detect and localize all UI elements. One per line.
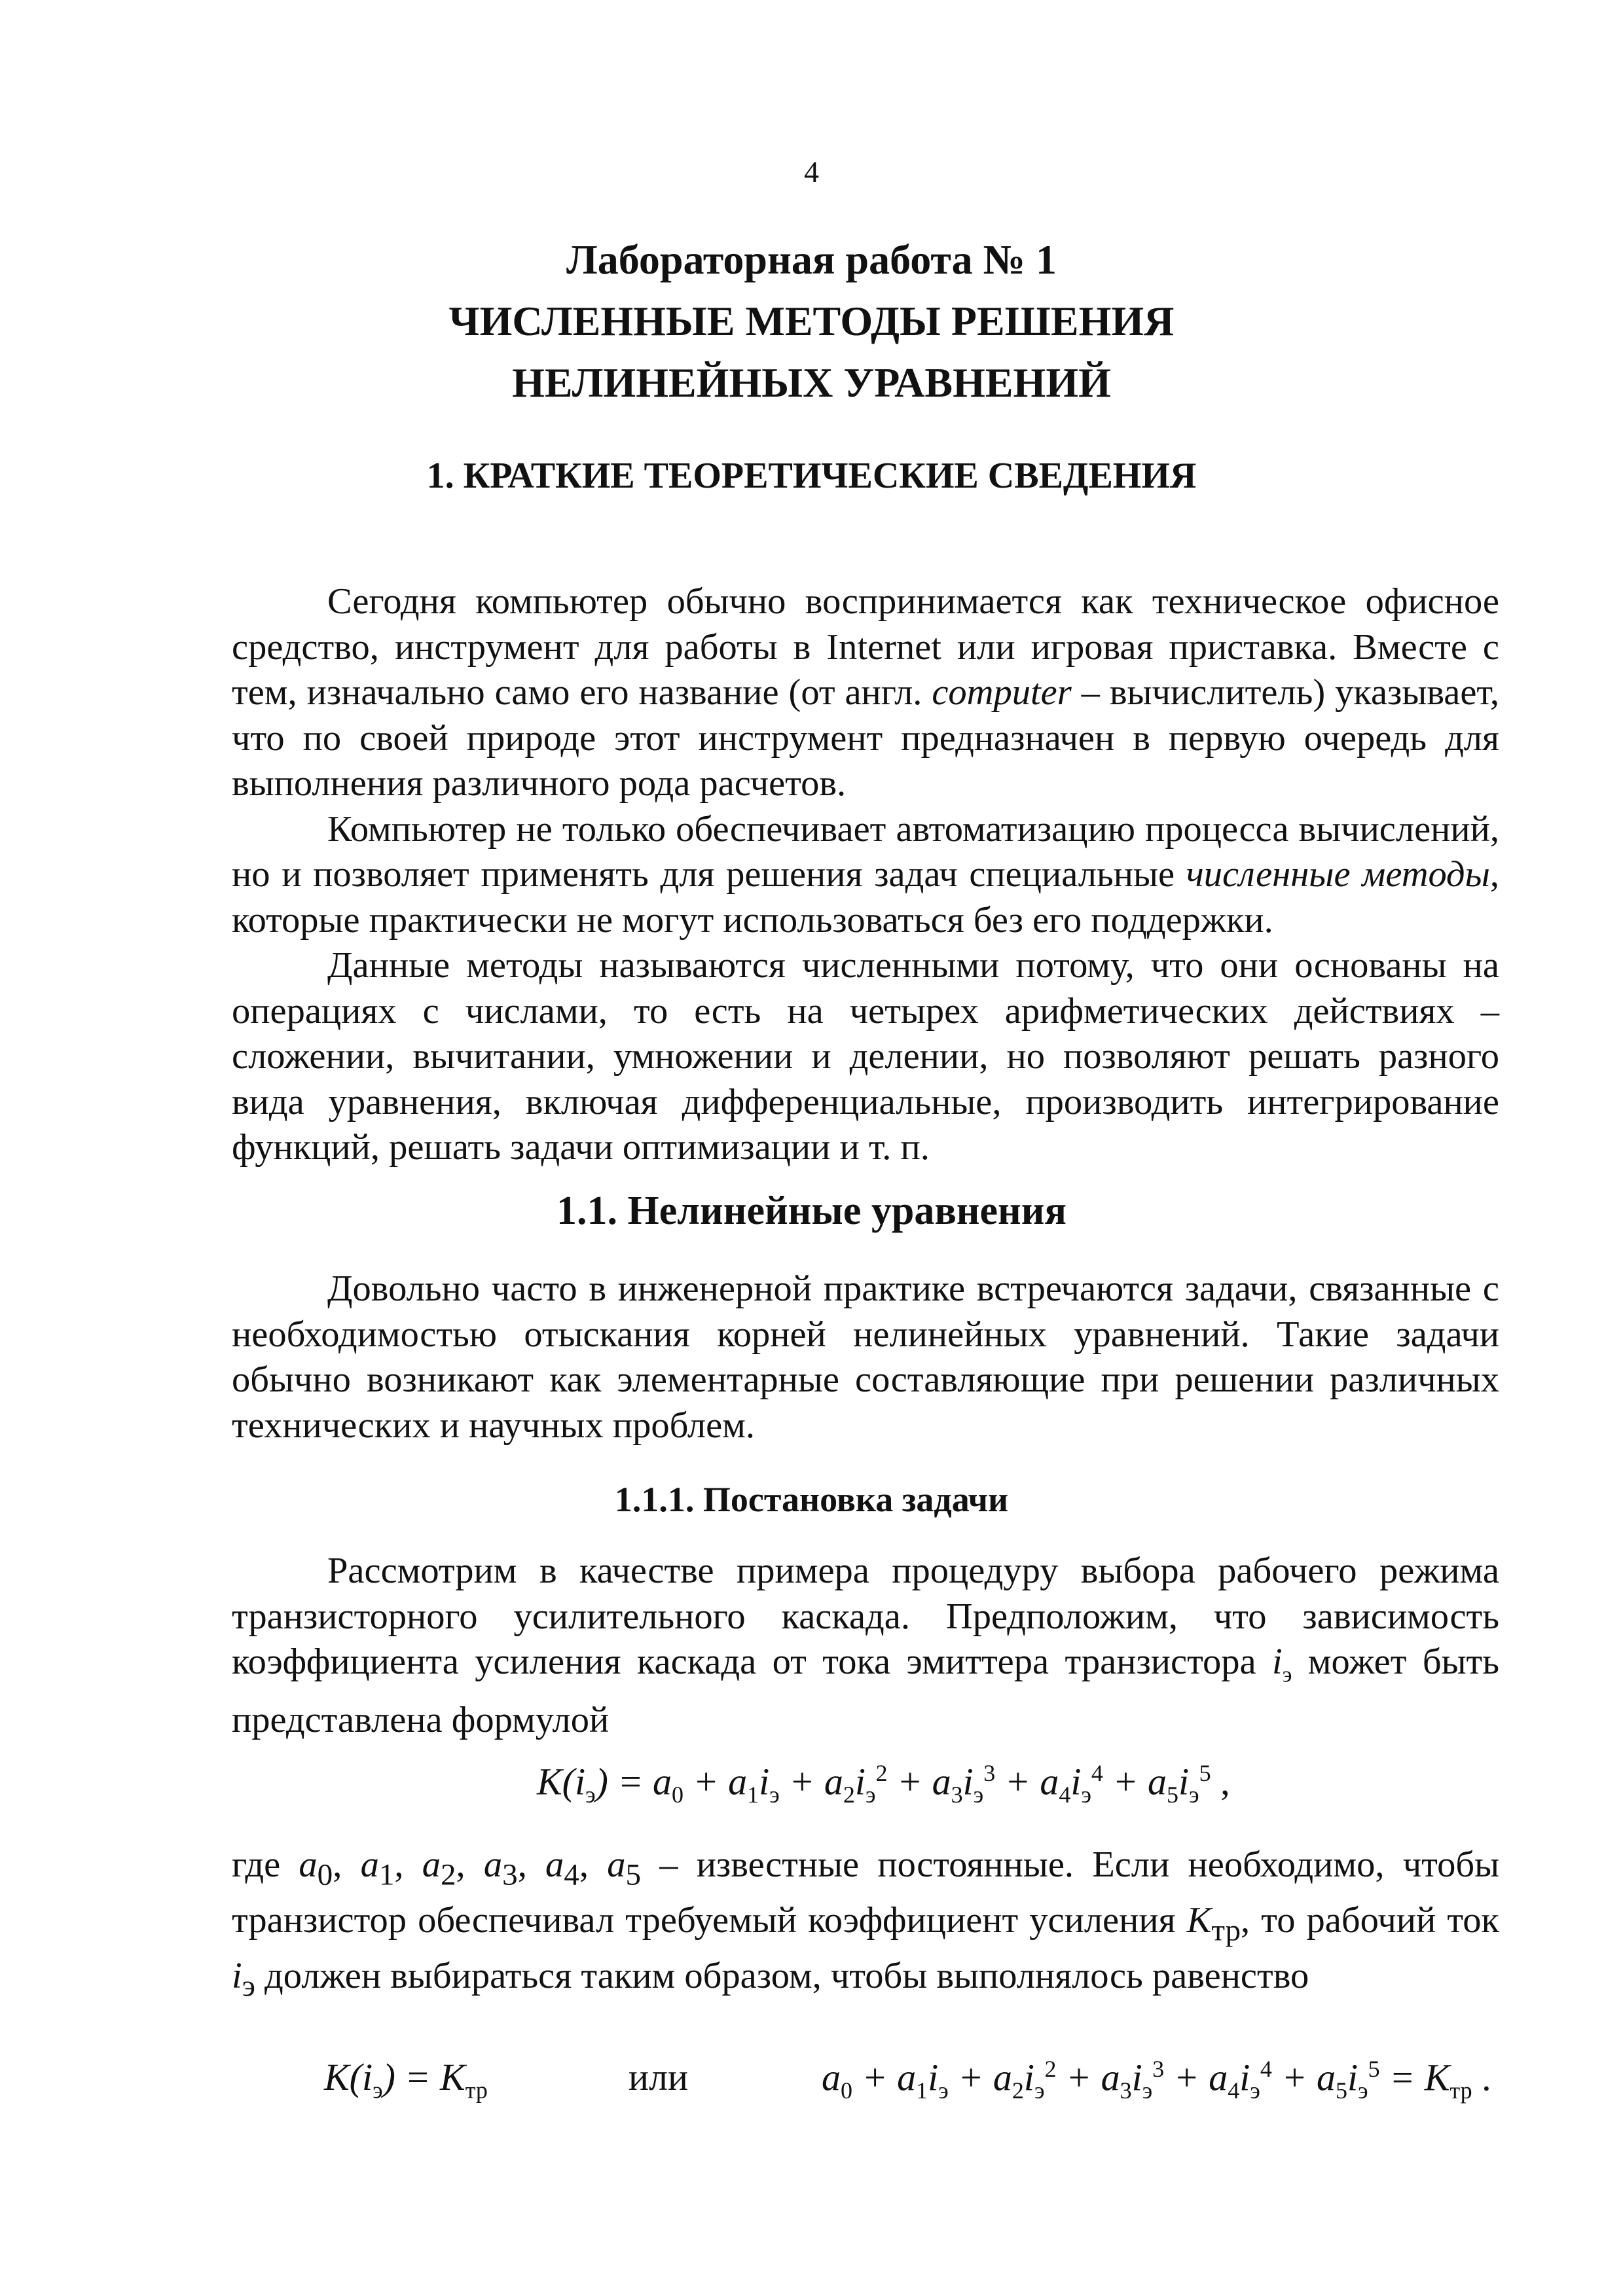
lab-title-line-3: НЕЛИНЕЙНЫХ УРАВНЕНИЙ [512, 359, 1111, 406]
page-number: 4 [804, 155, 819, 188]
nonlinear-equations-text [232, 1266, 1499, 1448]
paragraph: где $a_0$, $a_1$, $a_2$, $a_3$, $a_4$, $a_5$ – известные постоянные. Если необходимо, чтобы транзистор обеспечивал требуемый коэффициент усиления $K_{тр}$, то рабочий ток $i_э$ должен выбираться таким образом, чтобы выполнялось равенство [232, 1844, 1500, 2003]
gain-polynomial-formula: $K(i_э) = a_0 + a_1i_э + a_2i_э^2 + a_3i_э^3 + a_4i_э^4 + a_5i_э^5$ , [537, 1760, 1230, 1808]
paragraph: Довольно часто в инженерной практике встречаются задачи, связанные с необходимостью отыскания корней нелинейных уравнений. Такие задачи обычно возникают как элементарные составляющие при решении различных технических и научных проблем. [232, 1268, 1499, 1446]
section-heading-1-1-1: 1.1.1. Постановка задачи [614, 1480, 1009, 1519]
lab-title-line-1: Лабораторная работа № 1 [566, 236, 1057, 283]
lab-title-line-2: ЧИСЛЕННЫЕ МЕТОДЫ РЕШЕНИЯ [448, 298, 1175, 344]
constants-text [232, 1842, 1499, 2009]
or-word: или [629, 2056, 689, 2098]
lab-title [0, 229, 1623, 414]
paragraph: Рассмотрим в качестве примера процедуру выбора рабочего режима транзисторного усилительного каскада. Предположим, что зависимость коэффициента усиления каскада от тока эмиттера транзистора $i_э$ может быть представлена формулой [232, 1551, 1500, 1740]
paragraph: Данные методы называются численными потому, что они основаны на операциях с числами, то есть на четырех арифметических действиях – сложении, вычитании, умножении и делении, но позволяют решать разного вида уравнения, включая дифференциальные, производить интегрирование функций, решать задачи оптимизации и т. п. [232, 945, 1499, 1168]
section-heading-1-1: 1.1. Нелинейные уравнения [556, 1189, 1067, 1233]
target-gain-formula: $K(i_э) = K_{тр}$ [324, 2056, 488, 2104]
theory-text [232, 579, 1499, 1171]
section-heading-1: 1. КРАТКИЕ ТЕОРЕТИЧЕСКИЕ СВЕДЕНИЯ [426, 456, 1197, 496]
paragraph: Сегодня компьютер обычно воспринимается как техническое офисное средство, инструмент для работы в Internet или игровая приставка. Вместе с тем, изначально само его название (от англ. computer – вычислитель) указывает, что по своей природе этот инструмент предназначен в первую очередь для выполнения различного рода расчетов. [232, 581, 1499, 804]
expanded-equation-formula: $a_0 + a_1i_э + a_2i_э^2 + a_3i_э^3 + a_4i_э^4 + a_5i_э^5 = K_{тр}$ . [822, 2056, 1491, 2104]
problem-statement-text [232, 1549, 1499, 1743]
paragraph: Компьютер не только обеспечивает автоматизацию процесса вычислений, но и позволяет применять для решения задач специальные численные методы, которые практически не могут использоваться без его поддержки. [232, 808, 1499, 941]
